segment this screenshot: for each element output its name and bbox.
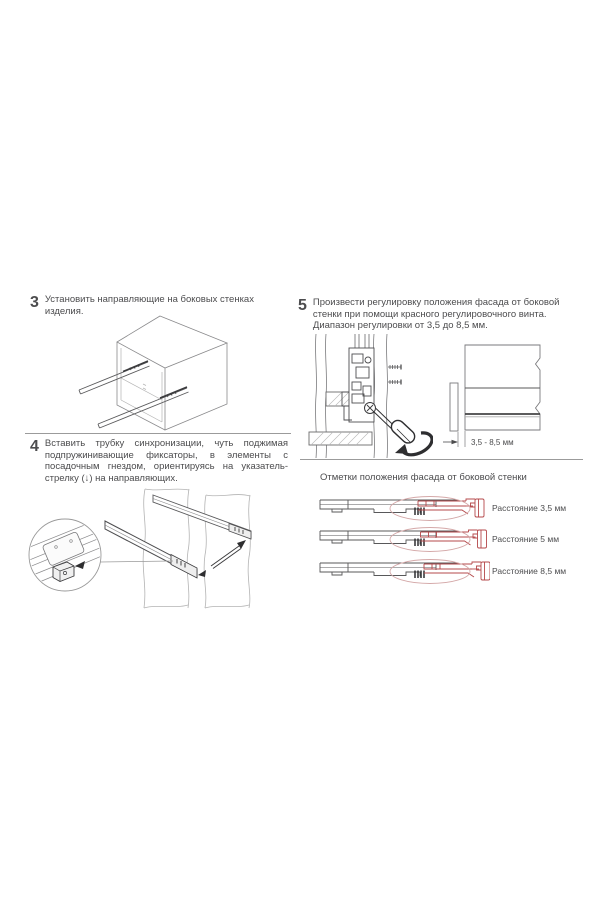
- cabinet-slides-diagram: [35, 310, 265, 432]
- slide-profile-5mm: [318, 527, 490, 554]
- step-4-number: 4: [30, 438, 39, 455]
- detail-circle: [25, 519, 173, 591]
- sync-tube-diagram: [25, 487, 290, 609]
- left-column-divider: [25, 433, 291, 434]
- step-5-text: Произвести регулировку положения фасада от боковой стенки при помощи красного регулировочного винта. Диапазон регулировки от 3,5 до 8,5 мм.: [312, 297, 560, 331]
- slide-profile-8-5mm: [318, 559, 490, 586]
- marks-section-heading: Отметки положения фасада от боковой стенки: [320, 472, 527, 483]
- drawer-slide-lower: [98, 387, 189, 428]
- mark-row-8-5mm: [318, 559, 600, 586]
- gap-dimension-diagram: [442, 334, 582, 458]
- cabinet-panels: [143, 489, 250, 608]
- step-3-number: 3: [30, 294, 39, 311]
- slide-on-panel: [153, 495, 251, 539]
- adjustment-screw-diagram: [308, 334, 433, 458]
- bottom-panel-section: [309, 432, 372, 445]
- step-4: [30, 438, 288, 484]
- drawer-slide-upper: [79, 361, 150, 394]
- step-5-number: 5: [298, 297, 307, 314]
- mark-label-3-5mm: Расстояние 3,5 мм: [492, 503, 567, 513]
- side-wall: [373, 334, 387, 458]
- mark-label-8-5mm: Расстояние 8,5 мм: [492, 566, 567, 576]
- dimension: [443, 431, 514, 447]
- step-5: [298, 297, 586, 332]
- slide-profile-3-5mm: [318, 496, 490, 523]
- right-column-divider: [300, 459, 583, 460]
- mark-row-5mm: [318, 527, 600, 554]
- step-4-text: Вставить трубку синхронизации, чуть поджимая подпружинивающие фиксаторы, в элементы с посадочным гнездом, ориентируясь на указатель-стрелку (↓) на направляющих.: [44, 438, 288, 484]
- screwdriver-icon: [373, 409, 417, 446]
- slide-with-sync-socket: [105, 521, 197, 578]
- insert-arrow-2: [198, 570, 206, 577]
- mark-row-3-5mm: [318, 496, 600, 523]
- sync-rod: [198, 540, 246, 577]
- step-3-text: Установить направляющие на боковых стенках изделия.: [44, 294, 254, 317]
- mark-label-5mm: Расстояние 5 мм: [492, 534, 560, 544]
- insert-arrow: [237, 540, 246, 549]
- fixing-screws: [388, 365, 401, 385]
- range-dimension-label: 3,5 - 8,5 мм: [471, 438, 514, 447]
- fascia-panel: [450, 383, 458, 431]
